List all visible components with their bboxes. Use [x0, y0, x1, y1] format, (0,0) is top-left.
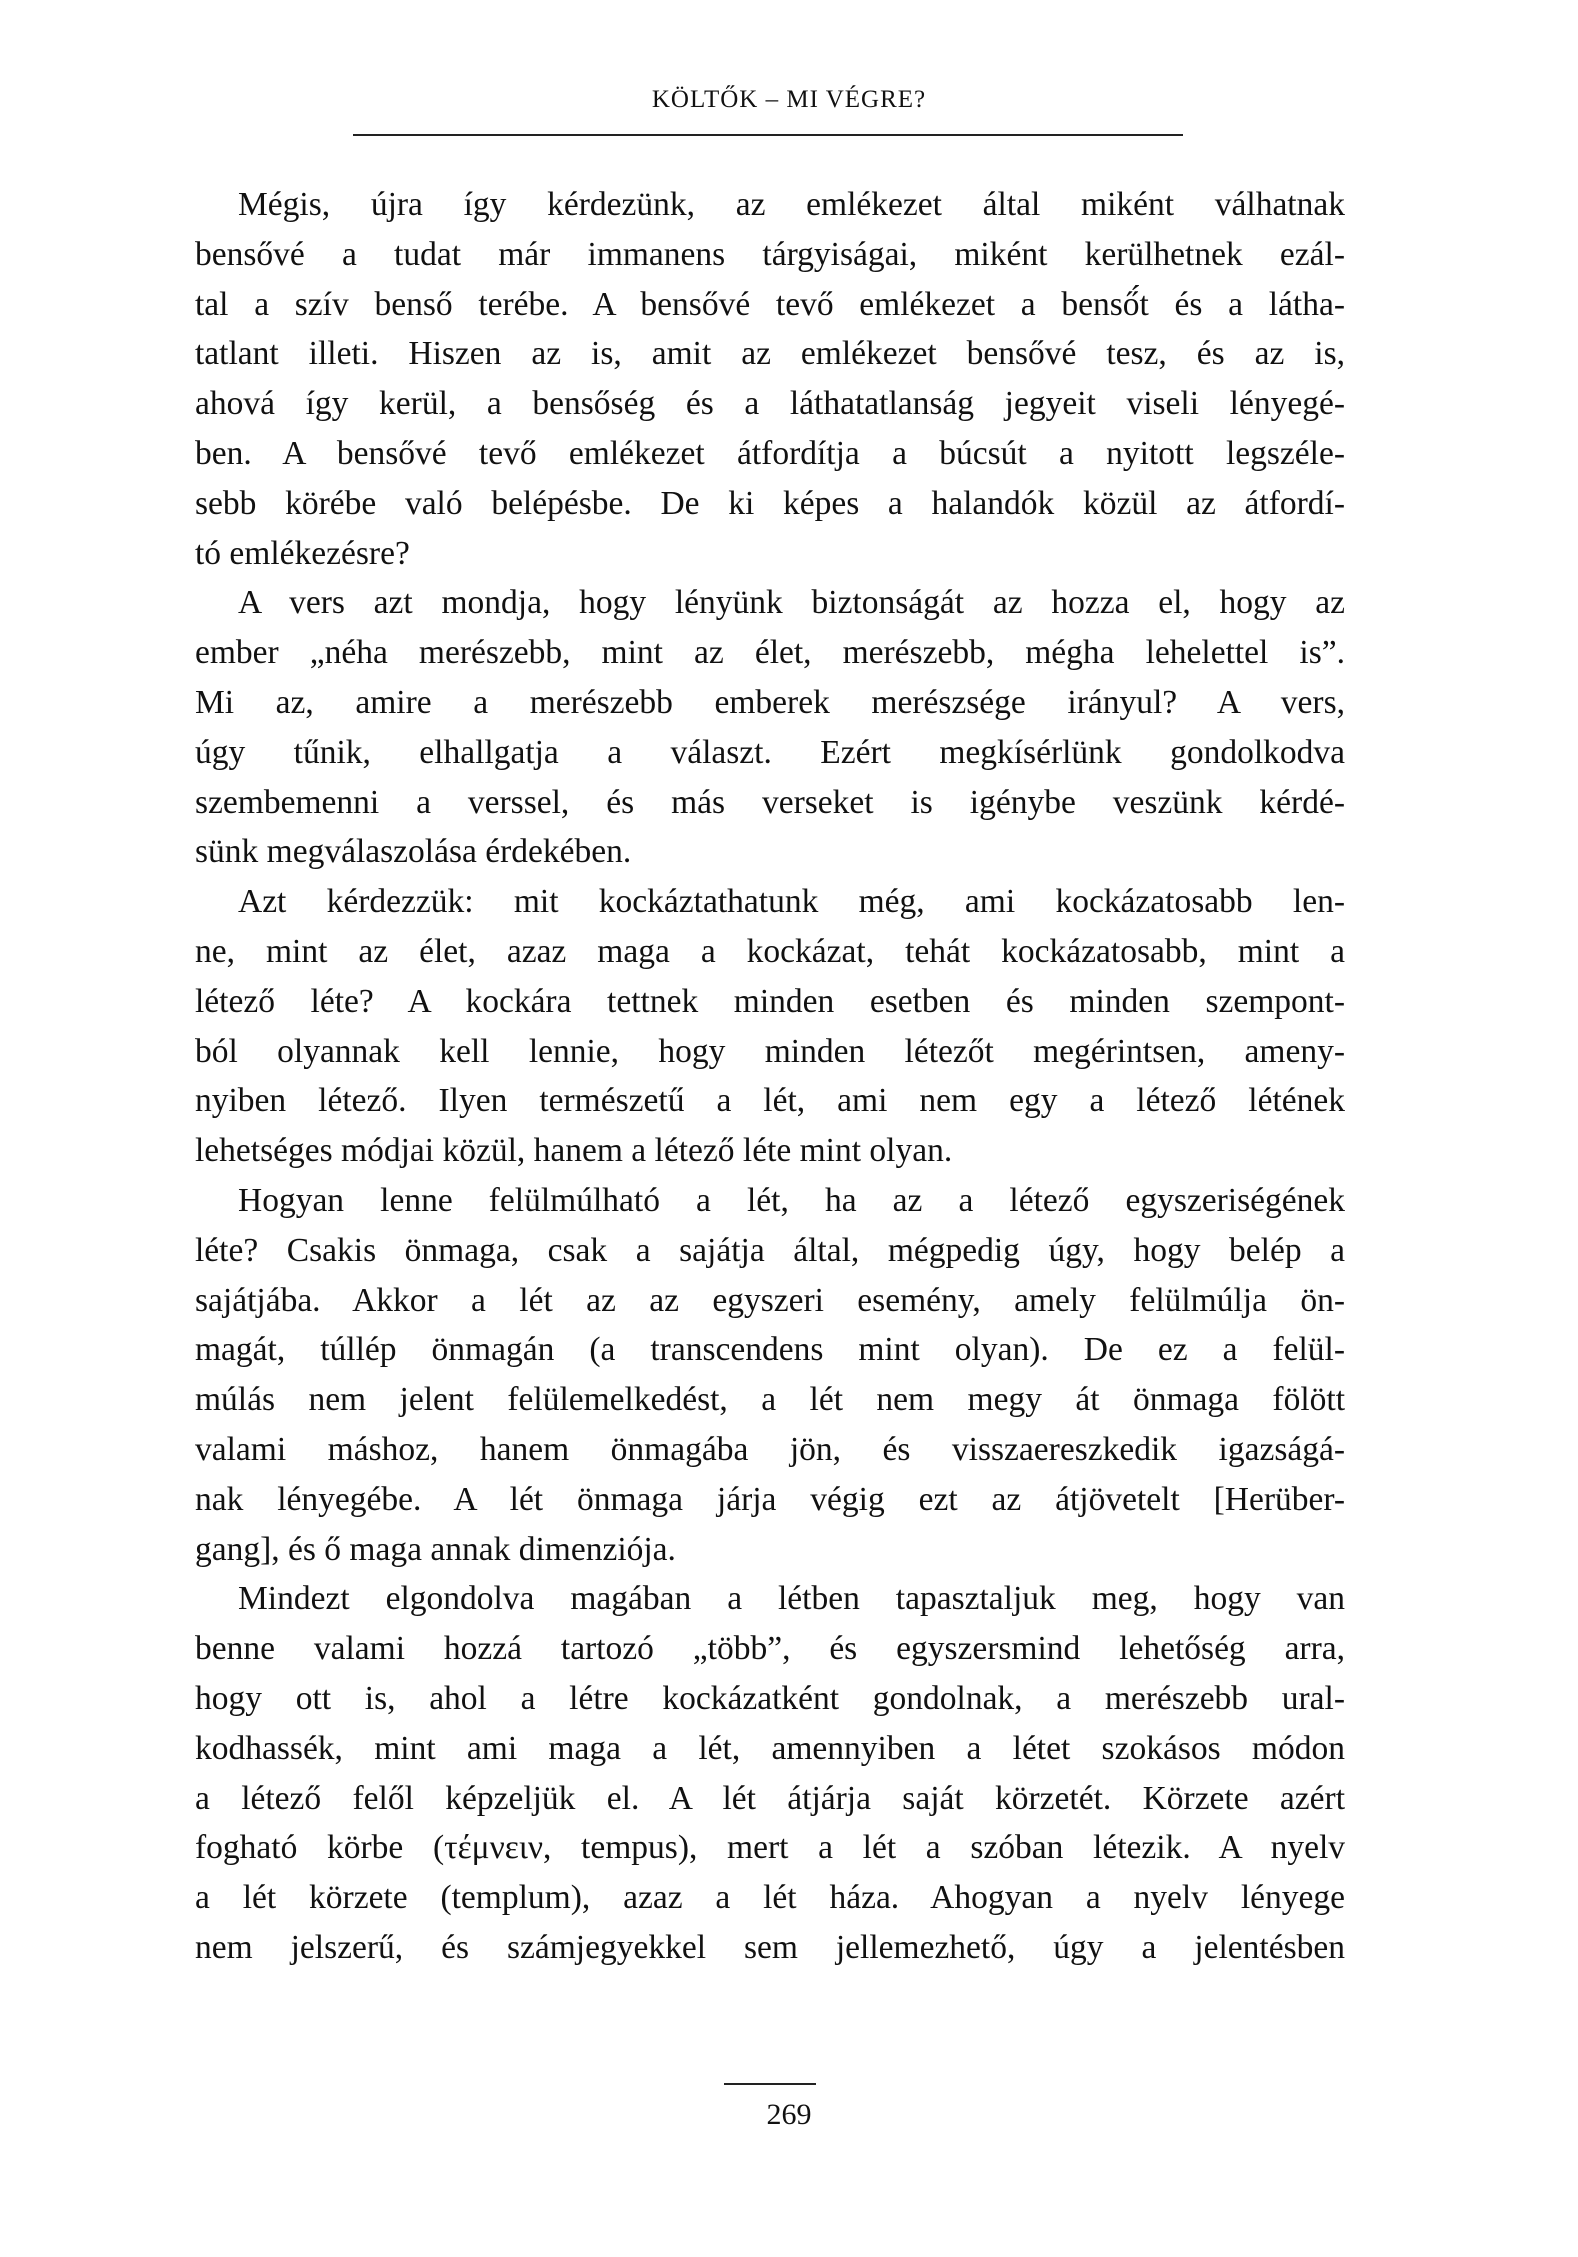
text-line: ahová így kerül, a bensőség és a láthatatlanság jegyeit viseli lényegé- — [195, 385, 1345, 423]
text-line: ember „néha merészebb, mint az élet, merészebb, mégha lehelettel is”. — [195, 634, 1345, 672]
text-line: Mindezt elgondolva magában a létben tapasztaljuk meg, hogy van — [238, 1580, 1345, 1618]
text-line: magát, túllép önmagán (a transcendens mint olyan). De ez a felül- — [195, 1331, 1345, 1369]
text-line: ból olyannak kell lennie, hogy minden létezőt megérintsen, ameny- — [195, 1032, 1345, 1070]
text-line: Azt kérdezzük: mit kockáztathatunk még, ami kockázatosabb len- — [238, 883, 1345, 921]
text-line: gang], és ő maga annak dimenziója. — [195, 1530, 676, 1568]
text-line: lehetséges módjai közül, hanem a létező léte mint olyan. — [195, 1132, 953, 1170]
text-line: fogható körbe (τέμνειν, tempus), mert a lét a szóban létezik. A nyelv — [195, 1829, 1345, 1867]
footer-rule — [724, 2083, 816, 2085]
text-line: nyiben létező. Ilyen természetű a lét, ami nem egy a létező létének — [195, 1082, 1345, 1120]
page-number: 269 — [766, 2098, 812, 2131]
text-line: tó emlékezésre? — [195, 534, 410, 572]
text-line: a létező felől képzeljük el. A lét átjárja saját körzetét. Körzete azért — [195, 1779, 1345, 1817]
text-line: ben. A bensővé tevő emlékezet átfordítja a búcsút a nyitott legszéle- — [195, 434, 1345, 472]
text-line: bensővé a tudat már immanens tárgyiságai, miként kerülhetnek ezál- — [195, 235, 1345, 273]
text-line: sebb körébe való belépésbe. De ki képes a halandók közül az átfordí- — [195, 484, 1345, 522]
text-line: nem jelszerű, és számjegyekkel sem jellemezhető, úgy a jelentésben — [195, 1928, 1345, 1966]
text-line: Mégis, újra így kérdezünk, az emlékezet által miként válhatnak — [238, 186, 1345, 223]
text-line: tatlant illeti. Hiszen az is, amit az emlékezet bensővé tesz, és az is, — [195, 335, 1345, 373]
text-line: léte? Csakis önmaga, csak a sajátja által, mégpedig úgy, hogy belép a — [195, 1231, 1345, 1269]
text-line: múlás nem jelent felülemelkedést, a lét nem megy át önmaga fölött — [195, 1381, 1345, 1419]
text-line: szembemenni a verssel, és más verseket is igénybe veszünk kérdé- — [195, 783, 1345, 821]
header-rule — [353, 134, 1183, 136]
text-line: tal a szív benső terébe. A bensővé tevő emlékezet a benső́t és a látha- — [195, 285, 1345, 323]
text-line: sünk megválaszolása érdekében. — [195, 833, 632, 871]
body-text — [195, 180, 1345, 1973]
text-line: kodhassék, mint ami maga a lét, amennyiben a létet szokásos módon — [195, 1729, 1345, 1767]
text-line: Hogyan lenne felülmúlható a lét, ha az a létező egyszeriségének — [238, 1181, 1345, 1219]
text-line: A vers azt mondja, hogy lényünk biztonságát az hozza el, hogy az — [238, 584, 1345, 622]
text-line: Mi az, amire a merészebb emberek merészsége irányul? A vers, — [195, 683, 1345, 721]
text-line: sajátjába. Akkor a lét az az egyszeri esemény, amely felülmúlja ön- — [195, 1281, 1345, 1319]
text-line: úgy tűnik, elhallgatja a választ. Ezért megkísérlünk gondolkodva — [195, 733, 1345, 771]
text-line: hogy ott is, ahol a létre kockázatként gondolnak, a merészebb ural- — [195, 1679, 1345, 1717]
text-line: nak lényegébe. A lét önmaga járja végig ezt az átjövetelt [Herüber- — [195, 1480, 1345, 1518]
text-line: a lét körzete (templum), azaz a lét háza. Ahogyan a nyelv lényege — [195, 1879, 1345, 1917]
text-line: valami máshoz, hanem önmagába jön, és visszaereszkedik igazságá- — [195, 1430, 1345, 1468]
text-line: benne valami hozzá tartozó „több”, és egyszersmind lehetőség arra, — [195, 1630, 1345, 1668]
running-head: KÖLTŐK – MI VÉGRE? — [651, 86, 927, 113]
text-line: létező léte? A kockára tettnek minden esetben és minden szempont- — [195, 982, 1345, 1020]
text-line: ne, mint az élet, azaz maga a kockázat, tehát kockázatosabb, mint a — [195, 932, 1345, 970]
